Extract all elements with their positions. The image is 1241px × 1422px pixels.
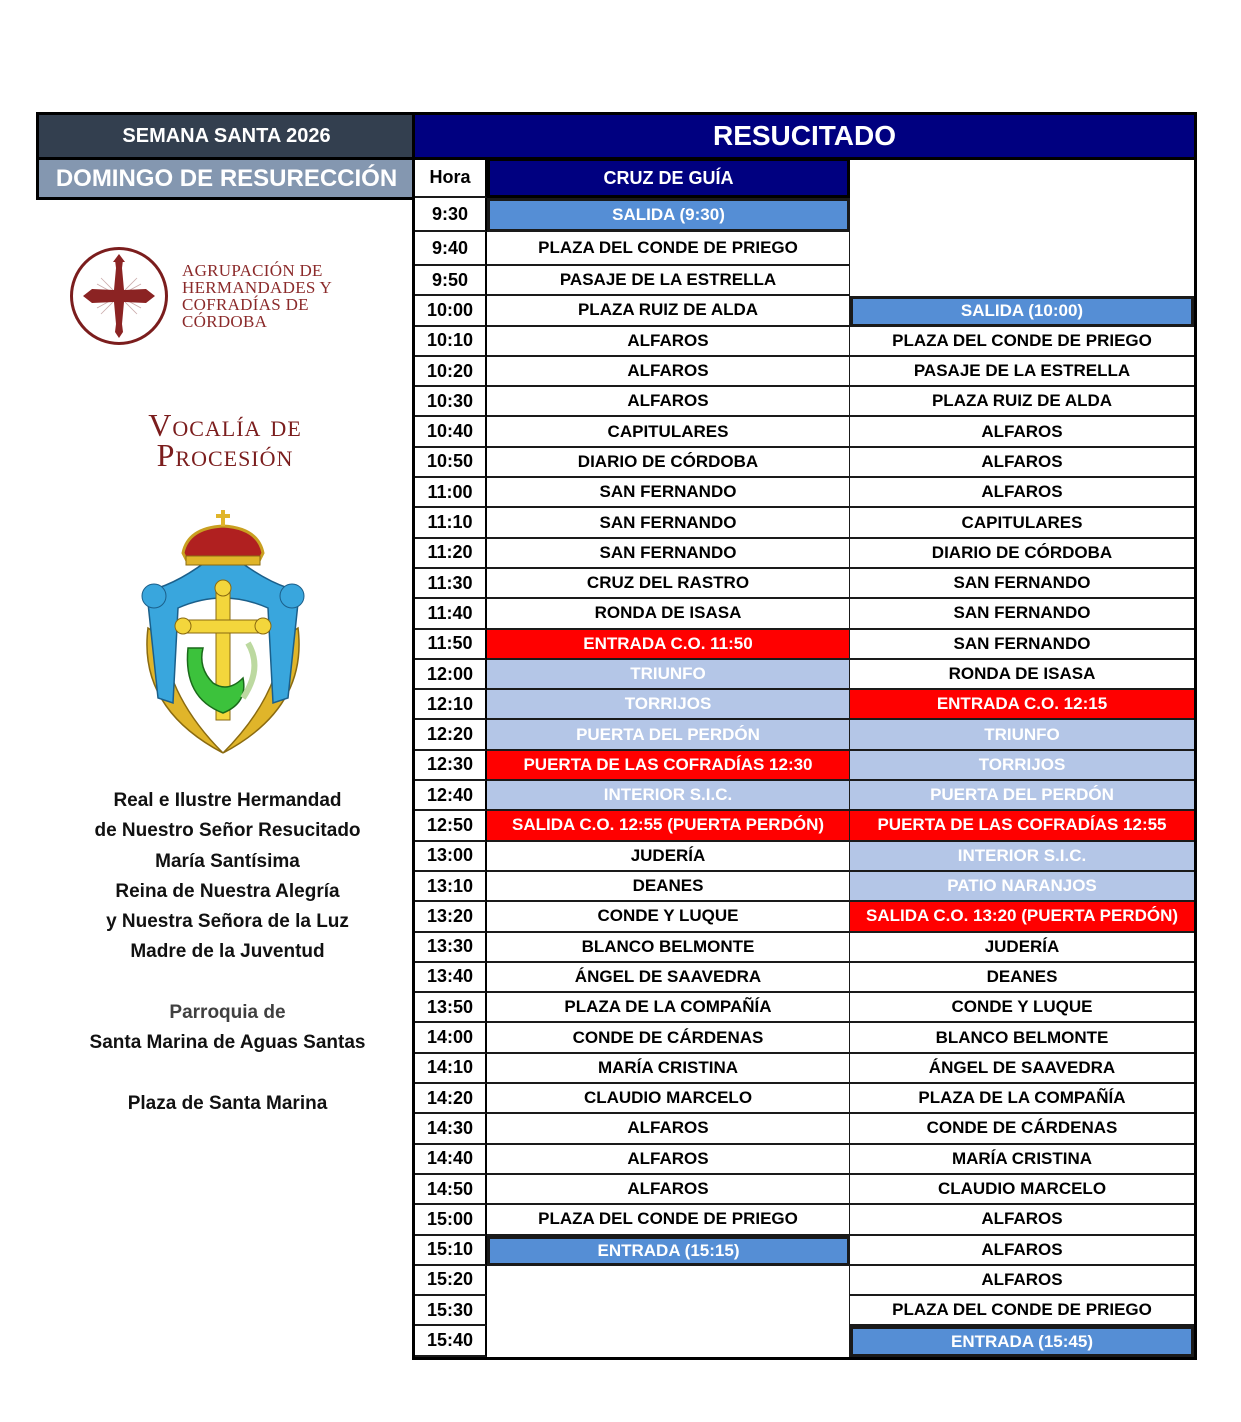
paso-cell: RONDA DE ISASA <box>850 660 1194 690</box>
time-cell: 10:30 <box>415 387 487 417</box>
table-row <box>415 1236 1194 1266</box>
time-cell: 10:10 <box>415 327 487 357</box>
paso-cell: SAN FERNANDO <box>850 599 1194 629</box>
paso-cell: CONDE DE CÁRDENAS <box>850 1114 1194 1144</box>
cruz-de-guia-cell: ALFAROS <box>487 327 850 357</box>
paso-cell: DEANES <box>850 963 1194 993</box>
cruz-de-guia-cell: CRUZ DEL RASTRO <box>487 569 850 599</box>
cruz-de-guia-cell: DEANES <box>487 872 850 902</box>
time-cell: 14:40 <box>415 1145 487 1175</box>
paso-cell: TORRIJOS <box>850 751 1194 781</box>
cruz-de-guia-cell: SALIDA (9:30) <box>487 198 850 232</box>
time-cell: 11:00 <box>415 478 487 508</box>
paso-cell: TRIUNFO <box>850 720 1194 750</box>
agrupacion-line: COFRADÍAS DE <box>182 295 309 314</box>
time-cell: 11:40 <box>415 599 487 629</box>
agrupacion-line: AGRUPACIÓN DE <box>182 261 323 280</box>
table-row <box>415 448 1194 478</box>
cruz-de-guia-cell: INTERIOR S.I.C. <box>487 781 850 811</box>
table-row <box>415 1114 1194 1144</box>
cruz-de-guia-cell: CONDE DE CÁRDENAS <box>487 1023 850 1053</box>
parish-name: Santa Marina de Aguas Santas <box>89 1032 366 1054</box>
time-cell: 15:20 <box>415 1266 487 1296</box>
time-cell: 11:10 <box>415 508 487 538</box>
cross-icon <box>70 247 168 345</box>
table-row <box>415 1054 1194 1084</box>
table-row <box>415 478 1194 508</box>
cruz-de-guia-cell: MARÍA CRISTINA <box>487 1054 850 1084</box>
agrupacion-line: HERMANDADES Y <box>182 278 333 297</box>
table-row <box>415 599 1194 629</box>
table-header-row <box>415 158 1194 198</box>
table-row <box>415 387 1194 417</box>
table-row <box>415 232 1194 266</box>
paso-cell: DIARIO DE CÓRDOBA <box>850 539 1194 569</box>
table-row <box>415 1175 1194 1205</box>
table-row <box>415 1145 1194 1175</box>
paso-cell: MARÍA CRISTINA <box>850 1145 1194 1175</box>
brotherhood-name-line: Real e Ilustre Hermandad <box>113 790 342 811</box>
time-cell: 14:10 <box>415 1054 487 1084</box>
schedule-table <box>412 158 1197 1360</box>
paso-cell: SALIDA (10:00) <box>850 296 1194 326</box>
cruz-de-guia-cell: PLAZA DEL CONDE DE PRIEGO <box>487 232 850 266</box>
table-row <box>415 1023 1194 1053</box>
table-row <box>415 1266 1194 1296</box>
paso-cell: SAN FERNANDO <box>850 569 1194 599</box>
cruz-de-guia-cell: RONDA DE ISASA <box>487 599 850 629</box>
cruz-de-guia-cell: ALFAROS <box>487 357 850 387</box>
time-cell: 12:20 <box>415 720 487 750</box>
time-cell: 13:30 <box>415 933 487 963</box>
event-title: SEMANA SANTA 2026 <box>36 112 414 160</box>
paso-cell: PLAZA DEL CONDE DE PRIEGO <box>850 327 1194 357</box>
cruz-de-guia-cell: ALFAROS <box>487 387 850 417</box>
paso-cell: PLAZA DE LA COMPAÑÍA <box>850 1084 1194 1114</box>
time-cell: 13:50 <box>415 993 487 1023</box>
table-row <box>415 327 1194 357</box>
paso-cell: INTERIOR S.I.C. <box>850 842 1194 872</box>
time-cell: 10:00 <box>415 296 487 326</box>
paso-cell: ENTRADA (15:45) <box>850 1326 1194 1356</box>
cruz-de-guia-cell <box>487 1266 850 1296</box>
brotherhood-name-line: María Santísima <box>155 850 300 872</box>
column-header-time: Hora <box>415 158 487 198</box>
paso-cell: SALIDA C.O. 13:20 (PUERTA PERDÓN) <box>850 902 1194 932</box>
table-row <box>415 690 1194 720</box>
cruz-de-guia-cell: ALFAROS <box>487 1145 850 1175</box>
time-cell: 13:40 <box>415 963 487 993</box>
parish-label: Parroquia de <box>169 1002 286 1024</box>
agrupacion-logo <box>70 244 350 348</box>
cruz-de-guia-cell: CAPITULARES <box>487 417 850 447</box>
paso-cell: PUERTA DEL PERDÓN <box>850 781 1194 811</box>
paso-cell: PLAZA RUIZ DE ALDA <box>850 387 1194 417</box>
table-row <box>415 963 1194 993</box>
paso-cell: ALFAROS <box>850 417 1194 447</box>
paso-cell: PUERTA DE LAS COFRADÍAS 12:55 <box>850 811 1194 841</box>
table-row <box>415 539 1194 569</box>
cruz-de-guia-cell: SAN FERNANDO <box>487 508 850 538</box>
cruz-de-guia-cell <box>487 1326 850 1356</box>
cruz-de-guia-cell: SAN FERNANDO <box>487 478 850 508</box>
cruz-de-guia-cell: ENTRADA C.O. 11:50 <box>487 630 850 660</box>
time-cell: 15:30 <box>415 1296 487 1326</box>
table-row <box>415 902 1194 932</box>
cruz-de-guia-cell: TRIUNFO <box>487 660 850 690</box>
brotherhood-name-line: de Nuestro Señor Resucitado <box>94 820 361 842</box>
table-row <box>415 751 1194 781</box>
brotherhood-name-line: Madre de la Juventud <box>130 941 325 963</box>
paso-cell: ALFAROS <box>850 1266 1194 1296</box>
cruz-de-guia-cell: TORRIJOS <box>487 690 850 720</box>
table-row <box>415 720 1194 750</box>
table-row <box>415 1326 1194 1356</box>
time-cell: 10:20 <box>415 357 487 387</box>
cruz-de-guia-cell: ALFAROS <box>487 1175 850 1205</box>
time-cell: 14:30 <box>415 1114 487 1144</box>
paso-cell: PATIO NARANJOS <box>850 872 1194 902</box>
time-cell: 14:50 <box>415 1175 487 1205</box>
table-row <box>415 993 1194 1023</box>
time-cell: 9:40 <box>415 232 487 266</box>
cruz-de-guia-cell: ÁNGEL DE SAAVEDRA <box>487 963 850 993</box>
time-cell: 11:30 <box>415 569 487 599</box>
cruz-de-guia-cell: PUERTA DEL PERDÓN <box>487 720 850 750</box>
table-row <box>415 198 1194 232</box>
brotherhood-title: RESUCITADO <box>412 112 1197 160</box>
cruz-de-guia-cell: CLAUDIO MARCELO <box>487 1084 850 1114</box>
paso-cell: PASAJE DE LA ESTRELLA <box>850 357 1194 387</box>
brotherhood-name-line: Reina de Nuestra Alegría <box>115 880 340 902</box>
cruz-de-guia-cell: PLAZA DEL CONDE DE PRIEGO <box>487 1205 850 1235</box>
time-cell: 12:30 <box>415 751 487 781</box>
time-cell: 15:40 <box>415 1326 487 1356</box>
hermandad-crest-icon <box>128 508 318 760</box>
agrupacion-name <box>182 262 332 330</box>
paso-cell: ALFAROS <box>850 1205 1194 1235</box>
cruz-de-guia-cell: PUERTA DE LAS COFRADÍAS 12:30 <box>487 751 850 781</box>
brotherhood-name-line: y Nuestra Señora de la Luz <box>106 911 349 933</box>
cruz-de-guia-cell: PASAJE DE LA ESTRELLA <box>487 266 850 296</box>
paso-cell <box>850 198 1194 232</box>
time-cell: 10:40 <box>415 417 487 447</box>
column-header-cruz-de-guia: CRUZ DE GUÍA <box>487 158 850 198</box>
cruz-de-guia-cell <box>487 1296 850 1326</box>
paso-cell: ENTRADA C.O. 12:15 <box>850 690 1194 720</box>
vocalia-line: Procesión <box>156 437 294 473</box>
table-row <box>415 357 1194 387</box>
time-cell: 10:50 <box>415 448 487 478</box>
time-cell: 13:00 <box>415 842 487 872</box>
vocalia-line: Vocalía de <box>148 407 302 443</box>
table-row <box>415 508 1194 538</box>
paso-cell: CAPITULARES <box>850 508 1194 538</box>
time-cell: 15:10 <box>415 1236 487 1266</box>
paso-cell: ALFAROS <box>850 478 1194 508</box>
time-cell: 11:50 <box>415 630 487 660</box>
cruz-de-guia-cell: ENTRADA (15:15) <box>487 1236 850 1266</box>
table-row <box>415 1296 1194 1326</box>
time-cell: 13:20 <box>415 902 487 932</box>
brotherhood-info <box>40 786 415 1119</box>
time-cell: 12:10 <box>415 690 487 720</box>
paso-cell: ALFAROS <box>850 1236 1194 1266</box>
paso-cell: ALFAROS <box>850 448 1194 478</box>
cruz-de-guia-cell: ALFAROS <box>487 1114 850 1144</box>
table-row <box>415 569 1194 599</box>
cruz-de-guia-cell: SALIDA C.O. 12:55 (PUERTA PERDÓN) <box>487 811 850 841</box>
cruz-de-guia-cell: JUDERÍA <box>487 842 850 872</box>
paso-cell: JUDERÍA <box>850 933 1194 963</box>
table-row <box>415 811 1194 841</box>
time-cell: 12:50 <box>415 811 487 841</box>
cruz-de-guia-cell: BLANCO BELMONTE <box>487 933 850 963</box>
time-cell: 14:00 <box>415 1023 487 1053</box>
paso-cell: CLAUDIO MARCELO <box>850 1175 1194 1205</box>
table-row <box>415 1205 1194 1235</box>
paso-cell <box>850 266 1194 296</box>
cruz-de-guia-cell: PLAZA RUIZ DE ALDA <box>487 296 850 326</box>
cruz-de-guia-cell: SAN FERNANDO <box>487 539 850 569</box>
column-header-paso <box>850 158 1194 198</box>
time-cell: 12:40 <box>415 781 487 811</box>
agrupacion-line: CÓRDOBA <box>182 312 268 331</box>
vocalia-heading <box>60 407 390 473</box>
table-row <box>415 417 1194 447</box>
cruz-de-guia-cell: CONDE Y LUQUE <box>487 902 850 932</box>
table-row <box>415 1084 1194 1114</box>
day-subtitle: DOMINGO DE RESURECCIÓN <box>36 158 414 200</box>
table-row <box>415 842 1194 872</box>
paso-cell: CONDE Y LUQUE <box>850 993 1194 1023</box>
table-row <box>415 630 1194 660</box>
time-cell: 12:00 <box>415 660 487 690</box>
time-cell: 9:50 <box>415 266 487 296</box>
paso-cell <box>850 232 1194 266</box>
table-row <box>415 296 1194 326</box>
table-row <box>415 266 1194 296</box>
table-row <box>415 872 1194 902</box>
paso-cell: SAN FERNANDO <box>850 630 1194 660</box>
time-cell: 11:20 <box>415 539 487 569</box>
time-cell: 14:20 <box>415 1084 487 1114</box>
table-row <box>415 933 1194 963</box>
time-cell: 13:10 <box>415 872 487 902</box>
time-cell: 9:30 <box>415 198 487 232</box>
table-row <box>415 781 1194 811</box>
paso-cell: PLAZA DEL CONDE DE PRIEGO <box>850 1296 1194 1326</box>
table-row <box>415 660 1194 690</box>
address: Plaza de Santa Marina <box>127 1092 328 1114</box>
time-cell: 15:00 <box>415 1205 487 1235</box>
paso-cell: BLANCO BELMONTE <box>850 1023 1194 1053</box>
cruz-de-guia-cell: PLAZA DE LA COMPAÑÍA <box>487 993 850 1023</box>
paso-cell: ÁNGEL DE SAAVEDRA <box>850 1054 1194 1084</box>
cruz-de-guia-cell: DIARIO DE CÓRDOBA <box>487 448 850 478</box>
